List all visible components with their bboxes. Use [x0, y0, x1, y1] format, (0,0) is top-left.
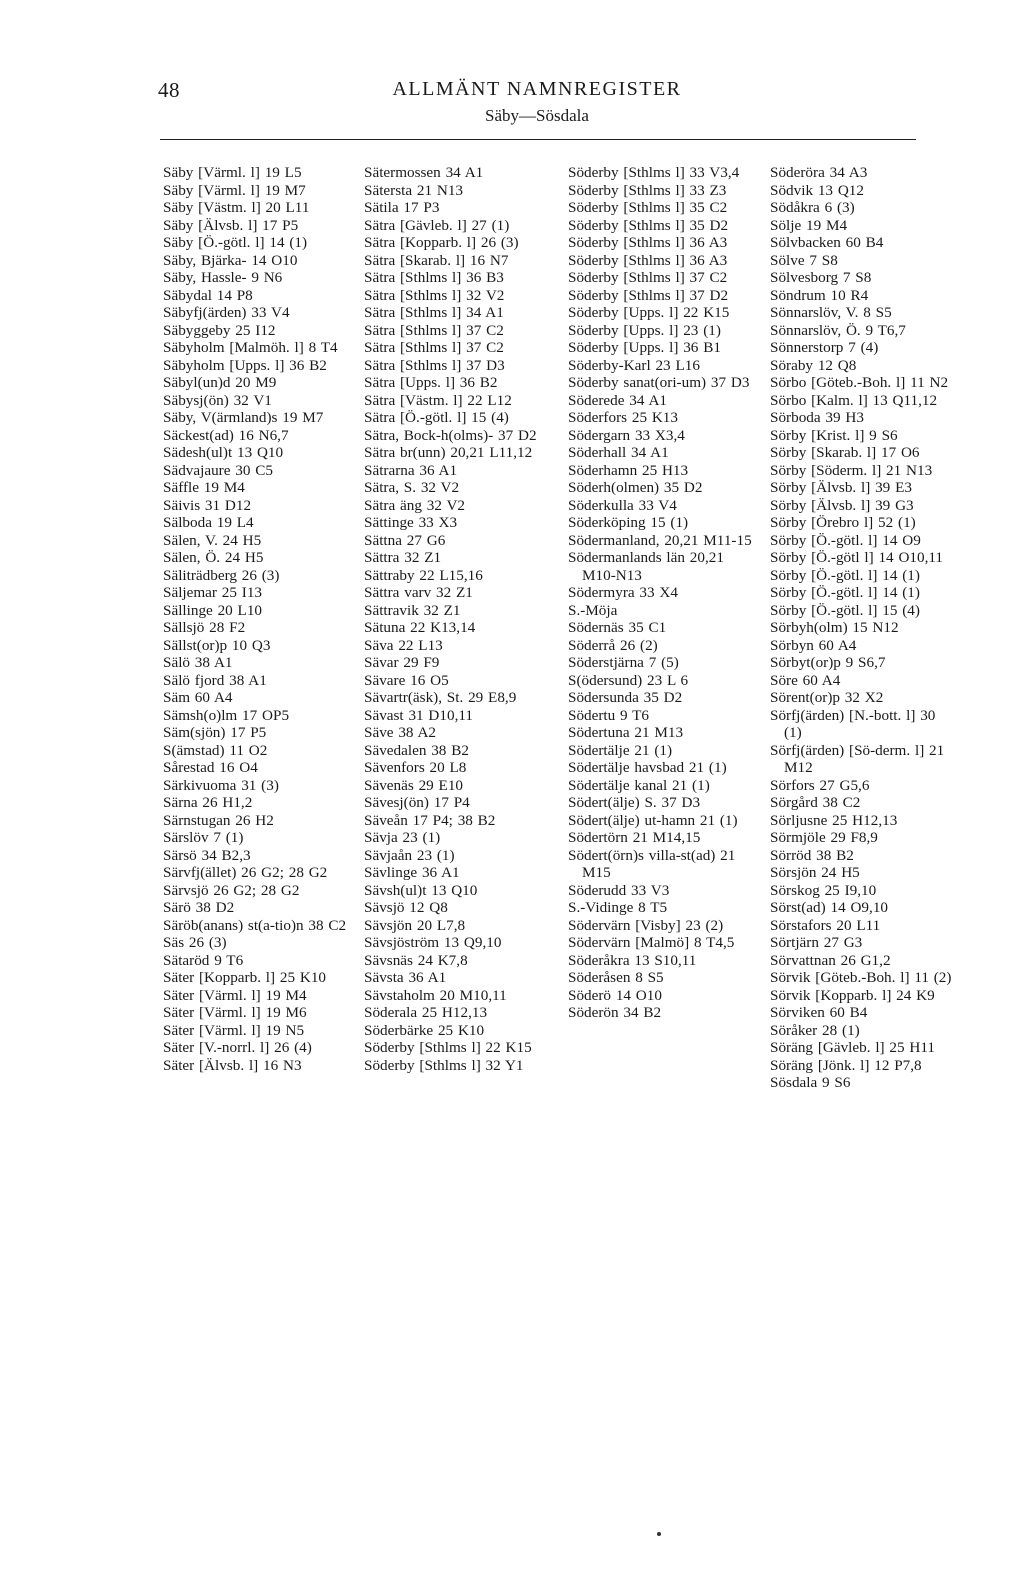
index-entry: Söderby [Sthlms l] 35 C2	[568, 199, 728, 216]
index-entry: Sävjaån 23 (1)	[364, 846, 455, 864]
index-entry: Södervärn [Visby] 23 (2)	[568, 916, 724, 934]
index-entry: Säby, Hassle- 9 N6	[163, 269, 283, 286]
index-entry: Söderhall 34 A1	[568, 444, 669, 461]
index-entry: Sätra [Västm. l] 22 L12	[364, 391, 512, 409]
index-entry: Sämsh(o)lm 17 OP5	[163, 706, 290, 724]
index-entry: Säs 26 (3)	[163, 934, 227, 951]
index-entry: Söderby sanat(ori-um) 37 D3	[568, 374, 750, 391]
index-entry: Söderby [Upps. l] 22 K15	[568, 304, 730, 321]
index-entry: Sätra [Sthlms l] 37 D3	[364, 356, 505, 374]
index-entry: Säm 60 A4	[163, 689, 233, 706]
index-entry: Säbyholm [Upps. l] 36 B2	[163, 356, 327, 374]
index-entry: Sönnerstorp 7 (4)	[770, 339, 879, 356]
index-entry: Söderhamn 25 H13	[568, 461, 689, 479]
index-entry: Säby [Värml. l] 19 L5	[163, 164, 302, 181]
index-entry: Sälö fjord 38 A1	[163, 671, 267, 689]
index-entry: Södergarn 33 X3,4	[568, 426, 685, 444]
stray-mark	[657, 1532, 661, 1536]
index-entry: Sätersta 21 N13	[364, 181, 464, 199]
index-entry: Sörbyt(or)p 9 S6,7	[770, 654, 886, 671]
index-entry: Särna 26 H1,2	[163, 794, 253, 811]
index-entry: Sätra [Sthlms l] 37 C2	[364, 321, 504, 339]
index-entry: Särö 38 D2	[163, 899, 235, 916]
index-entry: Södermanlands län 20,21 M10-N13	[568, 549, 724, 584]
index-entry: Söderön 34 B2	[568, 1004, 662, 1021]
index-entry: Säby [Älvsb. l] 17 P5	[163, 216, 299, 234]
index-entry: Säter [Älvsb. l] 16 N3	[163, 1056, 302, 1074]
index-entry: Sättraby 22 L15,16	[364, 566, 483, 584]
index-entry: Söderrå 26 (2)	[568, 636, 658, 654]
index-entry: Södertuna 21 M13	[568, 724, 684, 741]
index-entry: Sävedalen 38 B2	[364, 741, 469, 759]
index-entry: Säliträdberg 26 (3)	[163, 566, 280, 584]
index-entry: Söderöra 34 A3	[770, 164, 868, 181]
index-entry: Söderby [Sthlms l] 32 Y1	[364, 1056, 524, 1074]
index-entry: Söderudd 33 V3	[568, 881, 670, 899]
index-entry: Söderby [Sthlms l] 36 A3	[568, 251, 728, 269]
index-entry: Söderh(olmen) 35 D2	[568, 479, 703, 496]
index-entry: Sörvik [Kopparb. l] 24 K9	[770, 986, 935, 1004]
index-entry: Sörskog 25 I9,10	[770, 881, 877, 899]
index-entry: Södertälje kanal 21 (1)	[568, 776, 710, 794]
index-entry: Södert(älje) ut-hamn 21 (1)	[568, 811, 738, 829]
index-entry: Söderbärke 25 K10	[364, 1021, 485, 1039]
index-entry: Sävsjö 12 Q8	[364, 899, 448, 916]
index-entry: Söderåsen 8 S5	[568, 969, 664, 986]
index-entry: Sävlinge 36 A1	[364, 864, 460, 881]
index-entry: Sölvbacken 60 B4	[770, 234, 884, 251]
index-entry: Sörfj(ärden) [N.-bott. l] 30 (1)	[770, 706, 936, 741]
index-entry: Sölvesborg 7 S8	[770, 269, 872, 286]
index-column-1	[163, 164, 349, 1074]
index-entry: Sätra [Kopparb. l] 26 (3)	[364, 234, 519, 251]
index-entry: Säm(sjön) 17 P5	[163, 724, 267, 741]
index-entry: Söndrum 10 R4	[770, 286, 869, 304]
index-entry: Sätaröd 9 T6	[163, 951, 244, 969]
index-entry: Sönnarslöv, V. 8 S5	[770, 304, 892, 321]
index-entry: Sörby [Ö.-götl. l] 14 (1)	[770, 584, 920, 601]
index-entry: Säbyggeby 25 I12	[163, 321, 276, 339]
index-entry: Säter [Värml. l] 19 M6	[163, 1004, 307, 1021]
index-entry: Sävare 16 O5	[364, 671, 449, 689]
index-entry: Sörby [Skarab. l] 17 O6	[770, 444, 920, 461]
index-entry: Sörstafors 20 L11	[770, 916, 881, 934]
index-entry: Söderby [Sthlms l] 36 A3	[568, 234, 728, 251]
index-entry: Sörby [Söderm. l] 21 N13	[770, 461, 933, 479]
index-entry: Södermanland, 20,21 M11-15	[568, 531, 752, 549]
header-rule	[160, 139, 916, 140]
index-entry: Sörsjön 24 H5	[770, 864, 860, 881]
index-entry: Söräng [Jönk. l] 12 P7,8	[770, 1056, 922, 1074]
index-entry: S(ämstad) 11 O2	[163, 741, 268, 759]
index-entry: Sörtjärn 27 G3	[770, 934, 863, 951]
index-entry: Söråker 28 (1)	[770, 1021, 860, 1039]
page-range: Säby—Sösdala	[485, 106, 589, 125]
index-entry: Sätra [Upps. l] 36 B2	[364, 374, 498, 391]
index-entry: Södåkra 6 (3)	[770, 199, 855, 216]
index-column-2	[364, 164, 550, 1074]
index-entry: Söräng [Gävleb. l] 25 H11	[770, 1039, 935, 1056]
page-number: 48	[158, 78, 180, 102]
index-entry: Sösdala 9 S6	[770, 1074, 851, 1091]
index-entry: Södert(örn)s villa-st(ad) 21 M15	[568, 846, 736, 881]
index-entry: Söraby 12 Q8	[770, 356, 857, 374]
index-entry: Sätra, S. 32 V2	[364, 479, 460, 496]
index-entry: Söderby [Sthlms l] 33 V3,4	[568, 164, 740, 181]
index-entry: Säter [Värml. l] 19 N5	[163, 1021, 305, 1039]
index-entry: Södert(älje) S. 37 D3	[568, 794, 701, 811]
index-entry: Sörent(or)p 32 X2	[770, 689, 884, 706]
index-entry: Sälen, Ö. 24 H5	[163, 549, 264, 566]
index-entry: Särvfj(ället) 26 G2; 28 G2	[163, 864, 328, 881]
index-entry: Sätila 17 P3	[364, 199, 440, 216]
index-entry: Södersunda 35 D2	[568, 689, 683, 706]
index-entry: Sönnarslöv, Ö. 9 T6,7	[770, 321, 906, 339]
index-entry: Säby, V(ärmland)s 19 M7	[163, 409, 324, 426]
index-entry: Sättra varv 32 Z1	[364, 584, 473, 601]
index-entry: Söderby [Upps. l] 23 (1)	[568, 321, 721, 339]
index-entry: Söderby [Sthlms l] 22 K15	[364, 1039, 532, 1056]
index-entry: Sätra äng 32 V2	[364, 496, 465, 514]
index-entry: Sörvattnan 26 G1,2	[770, 951, 891, 969]
index-entry: Sörbo [Göteb.-Boh. l] 11 N2	[770, 374, 949, 391]
index-entry: Södervärn [Malmö] 8 T4,5	[568, 934, 735, 951]
index-entry: Sårestad 16 O4	[163, 759, 258, 776]
index-entry: S.-Vidinge 8 T5	[568, 899, 668, 916]
index-entry: Södermyra 33 X4	[568, 584, 678, 601]
index-entry: Säby [Värml. l] 19 M7	[163, 181, 306, 199]
index-entry: Sörviken 60 B4	[770, 1004, 868, 1021]
index-entry: Säbyfj(ärden) 33 V4	[163, 304, 290, 321]
index-entry: Sörfj(ärden) [Sö-derm. l] 21 M12	[770, 741, 945, 776]
index-entry: Sörby [Krist. l] 9 S6	[770, 426, 898, 444]
index-entry: Sörröd 38 B2	[770, 846, 854, 864]
index-entry: Söderby [Sthlms l] 35 D2	[568, 216, 729, 234]
index-entry: Sättinge 33 X3	[364, 514, 458, 531]
index-entry: Sävsta 36 A1	[364, 969, 447, 986]
index-entry: Sälen, V. 24 H5	[163, 531, 262, 549]
index-entry: Säivis 31 D12	[163, 496, 252, 514]
index-entry: Särnstugan 26 H2	[163, 811, 274, 829]
index-entry: Sölje 19 M4	[770, 216, 848, 234]
index-entry: Sörbyh(olm) 15 N12	[770, 619, 899, 636]
index-entry: Söderby [Upps. l] 36 B1	[568, 339, 721, 356]
index-entry: Sörgård 38 C2	[770, 794, 861, 811]
index-entry: Säter [Kopparb. l] 25 K10	[163, 969, 327, 986]
index-entry: S(ödersund) 23 L 6	[568, 671, 689, 689]
index-entry: Särvsjö 26 G2; 28 G2	[163, 881, 300, 899]
index-entry: Sätra [Sthlms l] 32 V2	[364, 286, 505, 304]
index-entry: Söderala 25 H12,13	[364, 1004, 488, 1021]
index-entry: Sörst(ad) 14 O9,10	[770, 899, 889, 916]
index-entry: Säve 38 A2	[364, 724, 437, 741]
index-entry: Sävast 31 D10,11	[364, 706, 474, 724]
index-entry: Sävartr(äsk), St. 29 E8,9	[364, 689, 517, 706]
index-entry: Sätra [Sthlms l] 34 A1	[364, 304, 504, 321]
index-entry: Säckest(ad) 16 N6,7	[163, 426, 289, 444]
index-entry: Söderby [Sthlms l] 37 C2	[568, 269, 728, 286]
index-entry: Säbyholm [Malmöh. l] 8 T4	[163, 339, 338, 356]
index-entry: Söderby-Karl 23 L16	[568, 356, 700, 374]
index-entry: Sävja 23 (1)	[364, 829, 441, 846]
index-entry: Sävesj(ön) 17 P4	[364, 794, 470, 811]
index-entry: Sällsjö 28 F2	[163, 619, 246, 636]
index-entry: Sälboda 19 L4	[163, 514, 254, 531]
index-entry: Sörboda 39 H3	[770, 409, 864, 426]
index-entry: Sättravik 32 Z1	[364, 601, 461, 619]
index-entry: Sädvajaure 30 C5	[163, 461, 273, 479]
index-entry: Sävsnäs 24 K7,8	[364, 951, 468, 969]
index-entry: Säter [Värml. l] 19 M4	[163, 986, 307, 1004]
index-entry: Sörby [Örebro l] 52 (1)	[770, 514, 916, 531]
index-column-4	[770, 164, 956, 1092]
index-entry: Sävsjöström 13 Q9,10	[364, 934, 502, 951]
index-entry: Sörby [Älvsb. l] 39 E3	[770, 479, 912, 496]
index-entry: Säljemar 25 I13	[163, 584, 263, 601]
index-entry: Södertu 9 T6	[568, 706, 650, 724]
index-entry: Säby [Ö.-götl. l] 14 (1)	[163, 234, 308, 251]
index-entry: Sörfors 27 G5,6	[770, 776, 870, 794]
index-entry: Sälö 38 A1	[163, 654, 233, 671]
index-entry: Södertälje 21 (1)	[568, 741, 673, 759]
index-entry: Söderby [Sthlms l] 33 Z3	[568, 181, 727, 199]
index-entry: Sätra [Sthlms l] 36 B3	[364, 269, 504, 286]
index-entry: Söderkulla 33 V4	[568, 496, 677, 514]
index-entry: Söderåkra 13 S10,11	[568, 951, 697, 969]
index-entry: Sörbyn 60 A4	[770, 636, 857, 654]
index-entry: Sölve 7 S8	[770, 251, 838, 269]
index-entry: Sättra 32 Z1	[364, 549, 442, 566]
index-entry: Säbysj(ön) 32 V1	[163, 391, 272, 409]
index-entry: Sörmjöle 29 F8,9	[770, 829, 878, 846]
index-entry: Sädesh(ul)t 13 Q10	[163, 444, 284, 461]
index-entry: Sävstaholm 20 M10,11	[364, 986, 507, 1004]
index-entry: Söderstjärna 7 (5)	[568, 654, 679, 671]
index-entry: Sättna 27 G6	[364, 531, 446, 549]
index-entry: Särsö 34 B2,3	[163, 846, 251, 864]
index-entry: Södvik 13 Q12	[770, 181, 864, 199]
index-entry: Sävsjön 20 L7,8	[364, 916, 466, 934]
index-entry: Sätra br(unn) 20,21 L11,12	[364, 444, 533, 461]
index-entry: Säbydal 14 P8	[163, 286, 253, 304]
index-column-3	[568, 164, 754, 1022]
index-entry: Säter [V.-norrl. l] 26 (4)	[163, 1039, 312, 1056]
index-entry: Sävar 29 F9	[364, 654, 440, 671]
index-entry: Sörby [Älvsb. l] 39 G3	[770, 496, 914, 514]
index-entry: Säva 22 L13	[364, 636, 443, 654]
index-entry: Sällst(or)p 10 Q3	[163, 636, 271, 654]
index-entry: Söderköping 15 (1)	[568, 514, 689, 531]
index-entry: Södertälje havsbad 21 (1)	[568, 759, 727, 776]
index-entry: S.-Möja	[568, 601, 618, 619]
index-entry: Sörvik [Göteb.-Boh. l] 11 (2)	[770, 969, 952, 986]
index-entry: Särkivuoma 31 (3)	[163, 776, 279, 794]
index-entry: Söre 60 A4	[770, 671, 841, 689]
index-entry: Sävenäs 29 E10	[364, 776, 464, 794]
index-entry: Sörby [Ö.-götl. l] 15 (4)	[770, 601, 920, 619]
index-entry: Särslöv 7 (1)	[163, 829, 244, 846]
index-entry: Söderfors 25 K13	[568, 409, 678, 426]
index-entry: Sällinge 20 L10	[163, 601, 263, 619]
index-entry: Sätrarna 36 A1	[364, 461, 458, 479]
index-entry: Sörby [Ö.-götl. l] 14 (1)	[770, 566, 920, 584]
index-entry: Sävsh(ul)t 13 Q10	[364, 881, 478, 899]
index-entry: Sätra, Bock-h(olms)- 37 D2	[364, 426, 537, 444]
index-entry: Sätuna 22 K13,14	[364, 619, 476, 636]
index-entry: Söderby [Sthlms l] 37 D2	[568, 286, 729, 304]
index-entry: Sörby [Ö.-götl. l] 14 O9	[770, 531, 921, 549]
index-entry: Säffle 19 M4	[163, 479, 245, 496]
index-entry: Södertörn 21 M14,15	[568, 829, 701, 846]
index-entry: Säby, Bjärka- 14 O10	[163, 251, 298, 269]
index-entry: Södernäs 35 C1	[568, 619, 667, 636]
index-entry: Säveån 17 P4; 38 B2	[364, 811, 496, 829]
index-entry: Sätermossen 34 A1	[364, 164, 484, 181]
index-entry: Sätra [Gävleb. l] 27 (1)	[364, 216, 510, 234]
index-entry: Söderede 34 A1	[568, 391, 668, 409]
index-entry: Sörbo [Kalm. l] 13 Q11,12	[770, 391, 938, 409]
index-entry: Söderö 14 O10	[568, 986, 662, 1004]
index-entry: Sörby [Ö.-götl l] 14 O10,11	[770, 549, 944, 566]
index-entry: Sätra [Ö.-götl. l] 15 (4)	[364, 409, 509, 426]
index-entry: Sätra [Sthlms l] 37 C2	[364, 339, 504, 356]
index-entry: Säby [Västm. l] 20 L11	[163, 199, 310, 216]
index-entry: Sävenfors 20 L8	[364, 759, 467, 776]
index-entry: Säröb(anans) st(a-tio)n 38 C2	[163, 916, 347, 934]
running-title: ALLMÄNT NAMNREGISTER	[392, 78, 682, 100]
index-entry: Sörljusne 25 H12,13	[770, 811, 898, 829]
index-entry: Säbyl(un)d 20 M9	[163, 374, 277, 391]
index-entry: Sätra [Skarab. l] 16 N7	[364, 251, 509, 269]
